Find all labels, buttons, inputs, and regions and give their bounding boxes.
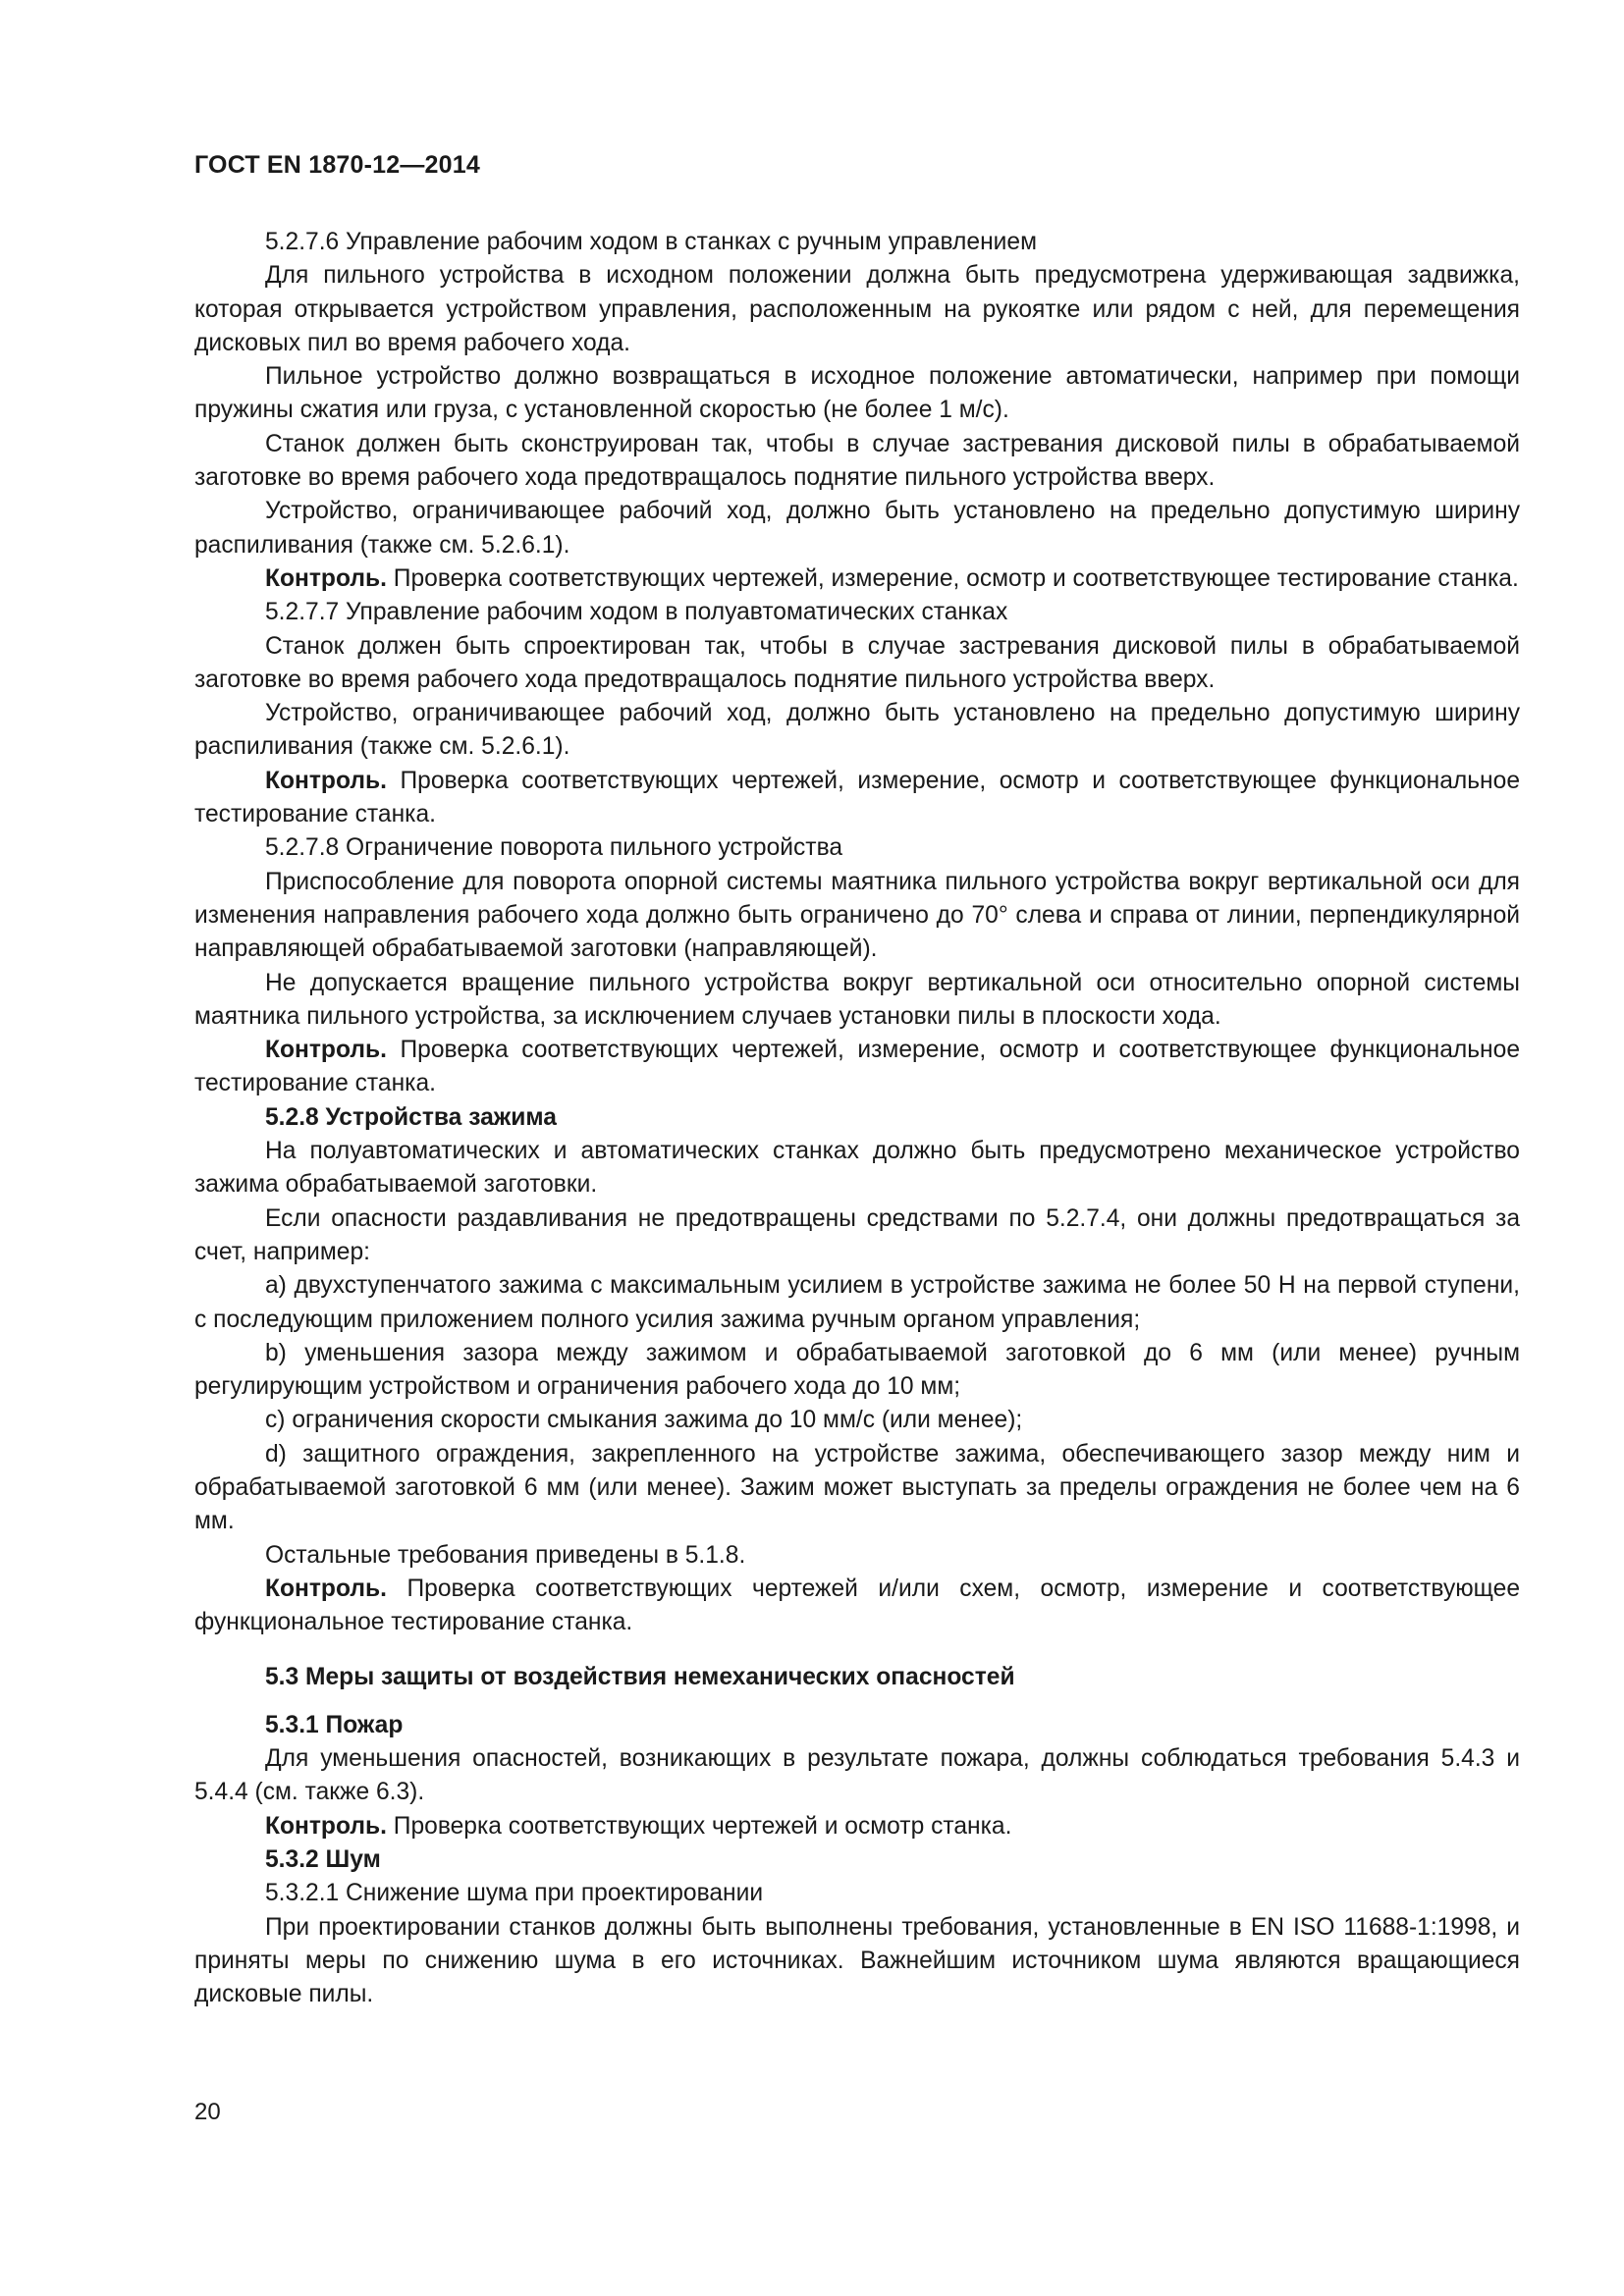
paragraph-lead: Контроль.	[265, 1037, 387, 1064]
paragraph	[194, 1810, 1520, 1843]
paragraph	[194, 1911, 1520, 2012]
paragraph-text: d) защитного ограждения, закрепленного на устройстве зажима, обеспечивающего зазор между ним и обрабатываемой заготовкой 6 мм (или менее). Зажим может выступать за пределы ограждения не более чем на 6 мм.	[194, 1440, 1520, 1535]
paragraph-text: Пильное устройство должно возвращаться в исходное положение автоматически, например при помощи пружины сжатия или груза, с установленной скоростью (не более 1 м/с).	[194, 363, 1520, 424]
paragraph-text: 5.2.7.7 Управление рабочим ходом в полуавтоматических станках	[265, 599, 1008, 626]
paragraph	[194, 1709, 1520, 1742]
paragraph-lead: 5.3 Меры защиты от воздействия немеханических опасностей	[265, 1664, 1015, 1691]
paragraph-text: Остальные требования приведены в 5.1.8.	[265, 1541, 746, 1569]
paragraph	[194, 1742, 1520, 1810]
paragraph	[194, 1438, 1520, 1539]
paragraph	[194, 697, 1520, 765]
paragraph-text: c) ограничения скорости смыкания зажима до 10 мм/с (или менее);	[265, 1407, 1023, 1434]
paragraph-text: Станок должен быть спроектирован так, чтобы в случае застревания дисковой пилы в обрабатываемой заготовке во время рабочего хода предотвращалось поднятие пильного устройства вверх.	[194, 632, 1520, 693]
paragraph	[194, 562, 1520, 596]
paragraph-text: Проверка соответствующих чертежей и/или схем, осмотр, измерение и соответствующее функциональное тестирование станка.	[194, 1575, 1520, 1636]
document-header: ГОСТ EN 1870-12—2014	[194, 151, 480, 179]
paragraph	[194, 1337, 1520, 1405]
paragraph-text: Проверка соответствующих чертежей, измерение, осмотр и соответствующее функциональное тестирование станка.	[194, 1037, 1520, 1097]
paragraph-text: Для пильного устройства в исходном положении должна быть предусмотрена удерживающая задвижка, которая открывается устройством управления, расположенным на рукоятке или рядом с ней, для перемещения дисковых пил во время рабочего хода.	[194, 262, 1520, 356]
paragraph	[194, 596, 1520, 629]
paragraph-text: Проверка соответствующих чертежей, измерение, осмотр и соответствующее тестирование станка.	[386, 564, 1519, 592]
paragraph	[194, 630, 1520, 698]
paragraph	[194, 1202, 1520, 1270]
paragraph-text: b) уменьшения зазора между зажимом и обрабатываемой заготовкой до 6 мм (или менее) ручным регулирующим устройством и ограничения рабочего хода до 10 мм;	[194, 1339, 1521, 1401]
paragraph-lead: 5.2.8 Устройства зажима	[265, 1103, 557, 1131]
paragraph	[194, 866, 1520, 967]
paragraph-text: На полуавтоматических и автоматических станках должно быть предусмотрено механическое устройство зажима обрабатываемой заготовки.	[194, 1138, 1520, 1199]
paragraph-text: 5.3.2.1 Снижение шума при проектировании	[265, 1880, 764, 1907]
paragraph	[194, 1269, 1520, 1337]
paragraph	[194, 428, 1520, 496]
paragraph	[194, 831, 1520, 865]
paragraph-text: Станок должен быть сконструирован так, чтобы в случае застревания дисковой пилы в обрабатываемой заготовке во время рабочего хода предотвращалось поднятие пильного устройства вверх.	[194, 430, 1520, 492]
paragraph-text: Если опасности раздавливания не предотвращены средствами по 5.2.7.4, они должны предотвращаться за счет, например:	[194, 1204, 1520, 1265]
paragraph	[194, 259, 1520, 360]
paragraph	[194, 360, 1520, 428]
paragraph-text: Для уменьшения опасностей, возникающих в результате пожара, должны соблюдаться требования 5.4.3 и 5.4.4 (см. также 6.3).	[194, 1745, 1520, 1806]
paragraph-text: Не допускается вращение пильного устройства вокруг вертикальной оси относительно опорной системы маятника пильного устройства, за исключением случаев установки пилы в плоскости хода.	[194, 969, 1520, 1030]
paragraph-lead: 5.3.2 Шум	[265, 1845, 381, 1873]
paragraph	[194, 495, 1520, 562]
paragraph-text: Проверка соответствующих чертежей и осмотр станка.	[386, 1812, 1012, 1840]
paragraph	[194, 1661, 1520, 1694]
paragraph	[194, 967, 1520, 1035]
paragraph	[194, 1843, 1520, 1877]
paragraph-lead: 5.3.1 Пожар	[265, 1711, 404, 1738]
paragraph-lead: Контроль.	[265, 1812, 387, 1840]
paragraph-text: Проверка соответствующих чертежей, измерение, осмотр и соответствующее функциональное тестирование станка.	[194, 767, 1520, 828]
paragraph-text: 5.2.7.6 Управление рабочим ходом в станках с ручным управлением	[265, 229, 1037, 255]
paragraph-text: a) двухступенчатого зажима с максимальным усилием в устройстве зажима не более 50 Н на первой ступени, с последующим приложением полного усилия зажима ручным органом управления;	[194, 1272, 1520, 1333]
paragraph-text: Устройство, ограничивающее рабочий ход, должно быть установлено на предельно допустимую ширину распиливания (также см. 5.2.6.1).	[194, 700, 1520, 761]
paragraph	[194, 1101, 1520, 1135]
paragraph-text: При проектировании станков должны быть выполнены требования, установленные в EN ISO 11688-1:1998, и приняты меры по снижению шума в его источниках. Важнейшим источником шума являются вращающиеся дисковые пилы.	[194, 1913, 1520, 2008]
document-body	[194, 226, 1520, 2011]
paragraph	[194, 1135, 1520, 1202]
paragraph-lead: Контроль.	[265, 1575, 387, 1602]
paragraph	[194, 1034, 1520, 1101]
paragraph-lead: Контроль.	[265, 564, 387, 592]
paragraph	[194, 1573, 1520, 1640]
paragraph-text: Приспособление для поворота опорной системы маятника пильного устройства вокруг вертикальной оси для изменения направления рабочего хода должно быть ограничено до 70° слева и справа от линии, перпендикулярной направляющей обрабатываемой заготовки (направляющей).	[194, 868, 1520, 963]
paragraph-text: Устройство, ограничивающее рабочий ход, должно быть установлено на предельно допустимую ширину распиливания (также см. 5.2.6.1).	[194, 498, 1520, 559]
paragraph	[194, 226, 1520, 259]
paragraph	[194, 1877, 1520, 1910]
paragraph-lead: Контроль.	[265, 767, 387, 794]
paragraph	[194, 765, 1520, 832]
paragraph	[194, 1539, 1520, 1573]
page-number: 20	[194, 2099, 221, 2125]
paragraph-text: 5.2.7.8 Ограничение поворота пильного устройства	[265, 834, 843, 862]
paragraph	[194, 1404, 1520, 1437]
